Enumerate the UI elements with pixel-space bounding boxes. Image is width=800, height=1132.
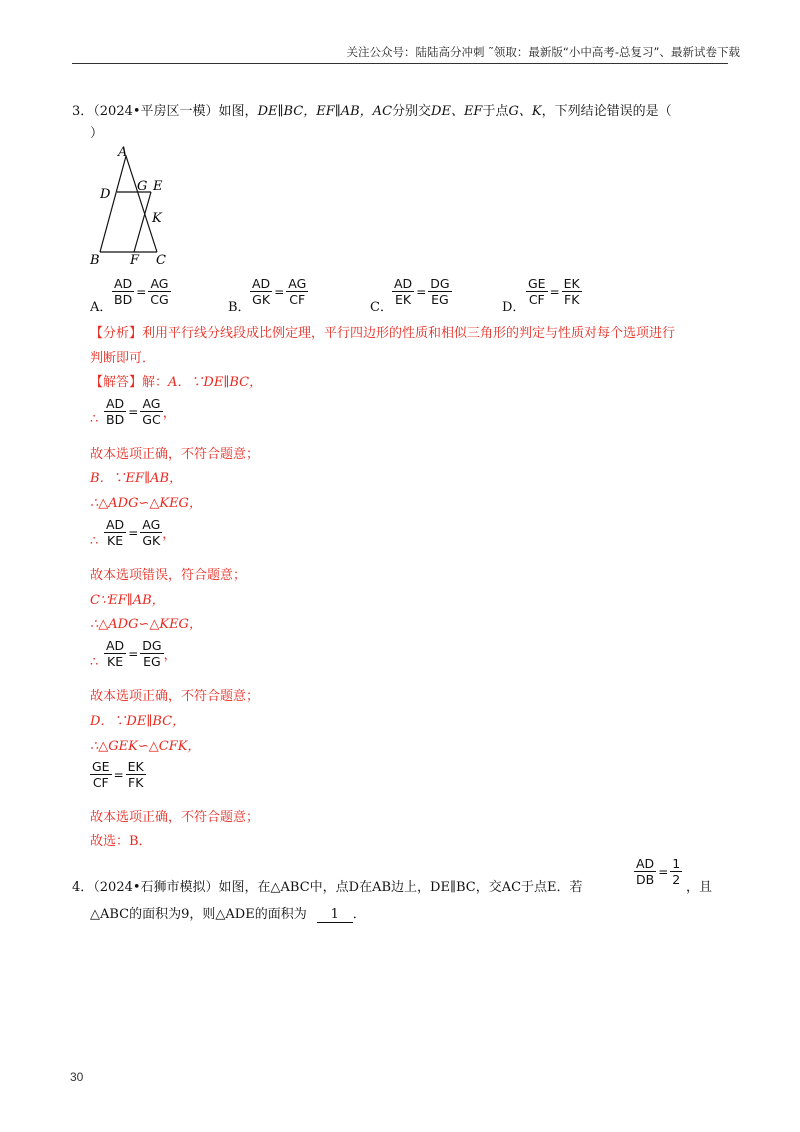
frac-num: AG — [288, 276, 307, 291]
c-ratio: $\frac{AD}{KE}$ = $\frac{DG}{EG}$ ， — [106, 638, 177, 669]
d-similar — [90, 735, 200, 754]
frac-num: AG — [142, 396, 161, 411]
frac-num: GE — [92, 759, 110, 774]
label-f: F — [130, 253, 140, 268]
label-c: C — [156, 253, 166, 268]
frac-den: KE — [107, 654, 124, 669]
frac-den: CF — [528, 292, 545, 307]
option-a-letter: A． — [90, 300, 113, 315]
frac-den: GK — [252, 292, 271, 307]
comma: ， — [163, 648, 177, 663]
q3-stem-a: 如图， — [218, 104, 258, 119]
q4-answer-blank: 1 — [317, 907, 353, 923]
option-c-letter: C． — [370, 300, 393, 315]
label-a: A — [118, 145, 128, 160]
frac-den: CF — [92, 775, 109, 790]
analysis-tag: 【分析】 — [90, 326, 143, 341]
frac-num: AD — [394, 276, 413, 291]
comma: ， — [162, 527, 176, 542]
answer-intro: 解： — [142, 375, 169, 390]
b-condition — [90, 467, 182, 486]
option-d-letter: D． — [502, 300, 526, 315]
line-ab — [100, 156, 126, 252]
b-similar — [90, 492, 202, 511]
frac-den: FK — [128, 775, 144, 790]
c-condition-text: C∵EF∥AB， — [90, 593, 165, 608]
frac-den: GC — [142, 412, 161, 427]
page-number: 30 — [70, 1070, 84, 1084]
frac-den: FK — [564, 292, 580, 307]
line-ef — [134, 192, 151, 252]
d-ratio: $\frac{GE}{CF}$ = $\frac{EK}{FK}$ — [92, 759, 144, 790]
b-condition-text: B．∵EF∥AB， — [90, 471, 183, 486]
label-d: D — [100, 187, 111, 202]
q4-stem-2: ，且 — [686, 880, 713, 895]
frac-den: GK — [142, 533, 161, 548]
c-condition — [90, 589, 165, 608]
analysis-line-2: 判断即可． — [90, 351, 156, 366]
final-choice — [90, 830, 152, 849]
d-condition — [90, 710, 185, 729]
b-ratio: $\frac{AD}{KE}$ = $\frac{AG}{GK}$ ， — [106, 517, 176, 548]
label-k: K — [152, 211, 162, 226]
option-c-formula: $\frac{AD}{EK}$ = $\frac{DG}{EG}$ — [394, 276, 450, 307]
frac-num: AD — [252, 276, 271, 291]
answer-a-line — [90, 371, 262, 390]
frac-num: AG — [150, 276, 169, 291]
q3-number: 3． — [72, 104, 94, 119]
q3-stem-f: G、K — [508, 104, 542, 119]
q4-stem-line-1 — [72, 876, 583, 895]
c-similar — [90, 613, 202, 632]
q4-number: 4． — [72, 880, 94, 895]
frac-num: AD — [636, 856, 655, 871]
option-d-formula: $\frac{GE}{CF}$ = $\frac{EK}{FK}$ — [528, 276, 580, 307]
option-b-formula: $\frac{AD}{GK}$ = $\frac{AG}{CF}$ — [252, 276, 307, 307]
option-b-letter: B． — [228, 300, 251, 315]
q4-ratio: $\frac{AD}{DB}$ = $\frac{1}{2}$ — [636, 856, 681, 887]
a-therefore: ∴ — [90, 412, 99, 427]
b-therefore: ∴ — [90, 534, 99, 549]
d-condition-text: D．∵DE∥BC， — [90, 714, 186, 729]
frac-den: DB — [636, 872, 655, 887]
frac-num: DG — [430, 276, 450, 291]
frac-den: BD — [114, 292, 133, 307]
frac-num: AD — [106, 517, 125, 532]
c-similar-text: ∴△ADG∽△KEG， — [90, 617, 202, 632]
frac-num: GE — [528, 276, 546, 291]
frac-den: CF — [289, 292, 306, 307]
analysis-text: 利用平行线分线段成比例定理，平行四边形的性质和相似三角形的判定与性质对每个选项进行 — [142, 326, 676, 341]
frac-num: EK — [127, 759, 144, 774]
frac-num: AD — [114, 276, 133, 291]
frac-den: 2 — [672, 872, 681, 887]
frac-den: EK — [395, 292, 412, 307]
b-conclusion: 故本选项错误，符合题意； — [90, 568, 247, 583]
final-choice-text: 故选：B． — [90, 834, 152, 849]
a-conclusion: 故本选项正确，不符合题意； — [90, 447, 260, 462]
q4-stem-line-2 — [90, 903, 366, 923]
label-b: B — [90, 253, 100, 268]
frac-num: DG — [142, 638, 162, 653]
option-a-formula: $\frac{AD}{BD}$ = $\frac{AG}{CG}$ — [114, 276, 169, 307]
frac-num: AD — [106, 396, 125, 411]
frac-num: AG — [142, 517, 161, 532]
frac-den: BD — [106, 412, 125, 427]
c-conclusion: 故本选项正确，不符合题意； — [90, 689, 260, 704]
q4-stem-3: △ABC的面积为9，则△ADE的面积为 — [90, 907, 307, 922]
a-condition: A．∵DE∥BC， — [168, 375, 263, 390]
q3-stem-g: ，下列结论错误的是（ — [541, 104, 672, 119]
d-conclusion: 故本选项正确，不符合题意； — [90, 810, 260, 825]
frac-num: EK — [563, 276, 580, 291]
q3-stem-e: 于点 — [482, 104, 509, 119]
answer-tag: 【解答】 — [90, 375, 143, 390]
q3-stem-close: ） — [90, 126, 104, 141]
header-divider — [72, 63, 728, 64]
frac-den: EG — [431, 292, 449, 307]
q4-end: ． — [352, 907, 366, 922]
d-similar-text: ∴△GEK∽△CFK， — [90, 739, 201, 754]
b-similar-text: ∴△ADG∽△KEG， — [90, 496, 202, 511]
q3-stem-b: DE∥BC，EF∥AB，AC — [257, 104, 393, 119]
frac-den: CG — [150, 292, 169, 307]
analysis-line-1 — [90, 322, 675, 341]
label-e: E — [153, 179, 163, 194]
c-therefore: ∴ — [90, 655, 99, 670]
page-header: 关注公众号：陆陆高分冲刺 ˜领取：最新版“小中高考-总复习”、最新试卷下载 — [346, 45, 740, 59]
q3-figure — [84, 142, 174, 268]
frac-den: EG — [143, 654, 161, 669]
a-ratio: $\frac{AD}{BD}$ = $\frac{AG}{GC}$ ， — [106, 396, 176, 427]
q4-stem-1: 如图，在△ABC中，点D在AB边上，DE∥BC，交AC于点E．若 — [218, 880, 583, 895]
line-ac — [126, 156, 157, 252]
label-g: G — [137, 179, 148, 194]
q4-source: （2024•石狮市模拟） — [93, 880, 219, 895]
q3-source: （2024•平房区一模） — [93, 104, 219, 119]
frac-num: 1 — [672, 856, 681, 871]
frac-den: KE — [107, 533, 124, 548]
q3-stem-c: 分别交 — [392, 104, 432, 119]
frac-num: AD — [106, 638, 125, 653]
q3-stem — [72, 100, 672, 119]
comma: ， — [162, 406, 176, 421]
q3-stem-d: DE、EF — [431, 104, 483, 119]
